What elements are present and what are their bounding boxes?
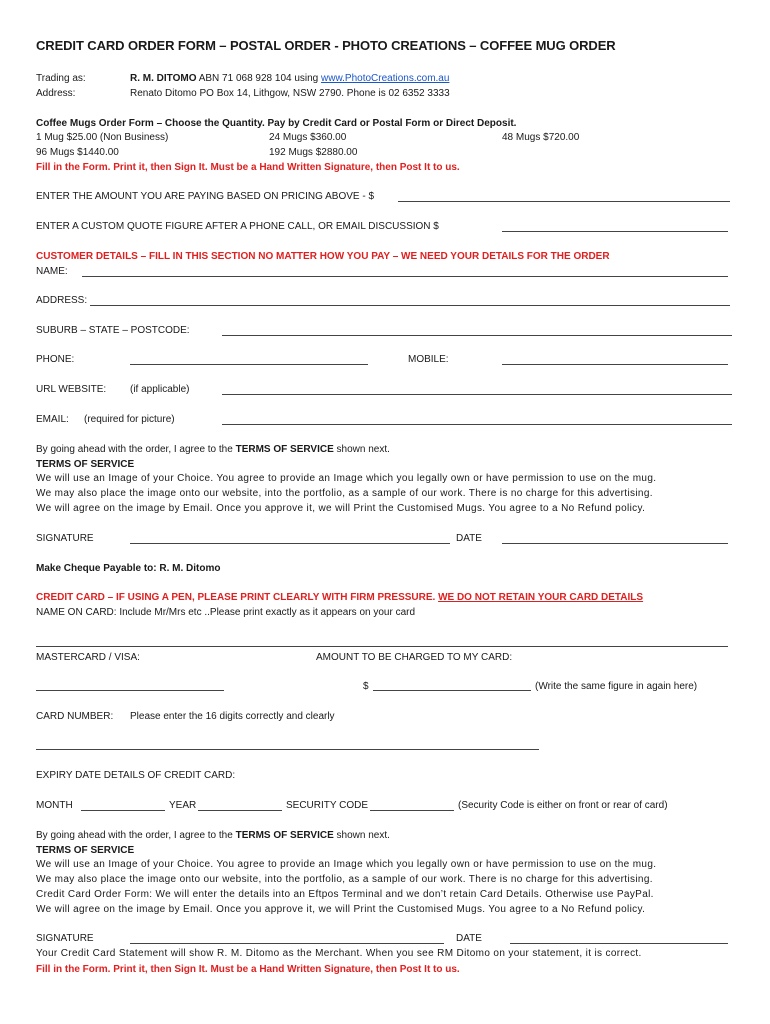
card-not-retained-text: WE DO NOT RETAIN YOUR CARD DETAILS	[438, 592, 644, 603]
terms-1-line-2: We may also place the image onto our website, into the portfolio, as a sample of our work. There is no charge for this advertising.	[36, 488, 653, 499]
terms-2-line-1: We will use an Image of your Choice. You agree to provide an Image which you legally own or have permission to use on the mug.	[36, 859, 657, 870]
mobile-label: MOBILE:	[408, 354, 449, 365]
price-48-mugs: 48 Mugs $720.00	[502, 132, 580, 143]
terms-1-line-1: We will use an Image of your Choice. You agree to provide an Image which you legally own or have permission to use on the mug.	[36, 473, 657, 484]
terms-2-line-2: We may also place the image onto our website, into the portfolio, as a sample of our work. There is no charge for this advertising.	[36, 874, 653, 885]
mobile-field[interactable]	[502, 364, 728, 365]
signature-field-2[interactable]	[130, 943, 444, 944]
year-field[interactable]	[198, 810, 282, 811]
phone-label: PHONE:	[36, 354, 75, 365]
terms-link-text: TERMS OF SERVICE	[235, 444, 334, 455]
card-number-field[interactable]	[36, 749, 539, 750]
signature-field-1[interactable]	[130, 543, 450, 544]
terms-heading-2: TERMS OF SERVICE	[36, 845, 135, 856]
business-name: R. M. DITOMO	[130, 73, 197, 84]
date-field-1[interactable]	[502, 543, 728, 544]
price-192-mugs: 192 Mugs $2880.00	[269, 147, 358, 158]
terms-link-text-2: TERMS OF SERVICE	[235, 830, 334, 841]
name-on-card-field[interactable]	[36, 646, 728, 647]
email-label: EMAIL:	[36, 414, 69, 425]
price-1-mug: 1 Mug $25.00 (Non Business)	[36, 132, 169, 143]
credit-card-heading	[36, 591, 643, 604]
card-number-label: CARD NUMBER:	[36, 711, 114, 722]
cheque-payable: Make Cheque Payable to: R. M. Ditomo	[36, 563, 221, 574]
month-label: MONTH	[36, 800, 73, 811]
dollar-sign: $	[363, 681, 369, 692]
amount-charged-field[interactable]	[373, 690, 531, 691]
card-heading-text: CREDIT CARD – IF USING A PEN, PLEASE PRINT CLEARLY WITH FIRM PRESSURE.	[36, 592, 439, 603]
website-link[interactable]: www.PhotoCreations.com.au	[321, 73, 450, 84]
url-field[interactable]	[222, 394, 732, 395]
security-code-note: (Security Code is either on front or rear of card)	[458, 800, 668, 811]
write-same-note: (Write the same figure in again here)	[535, 681, 698, 692]
email-field[interactable]	[222, 424, 732, 425]
pricing-heading: Coffee Mugs Order Form – Choose the Quantity. Pay by Credit Card or Postal Form or Direct Deposit.	[36, 118, 517, 129]
month-field[interactable]	[81, 810, 165, 811]
name-field[interactable]	[82, 276, 728, 277]
agree-terms-2	[36, 829, 390, 842]
date-label-2: DATE	[456, 933, 482, 944]
expiry-label: EXPIRY DATE DETAILS OF CREDIT CARD:	[36, 770, 236, 781]
quote-field[interactable]	[502, 231, 728, 232]
name-label: NAME:	[36, 266, 68, 277]
statement-note: Your Credit Card Statement will show R. M. Ditomo as the Merchant. When you see RM Ditomo on your statement, it is correct.	[36, 948, 642, 959]
security-code-label: SECURITY CODE	[286, 800, 369, 811]
date-field-2[interactable]	[510, 943, 728, 944]
url-note: (if applicable)	[130, 384, 190, 395]
terms-2-line-4: We will agree on the image by Email. Once you approve it, we will Print the Customised Mugs. You agree to a No Refund policy.	[36, 904, 646, 915]
security-code-field[interactable]	[370, 810, 454, 811]
year-label: YEAR	[169, 800, 197, 811]
amount-label: ENTER THE AMOUNT YOU ARE PAYING BASED ON PRICING ABOVE - $	[36, 191, 375, 202]
terms-heading-1: TERMS OF SERVICE	[36, 459, 135, 470]
url-label: URL WEBSITE:	[36, 384, 107, 395]
amount-field[interactable]	[398, 201, 730, 202]
price-96-mugs: 96 Mugs $1440.00	[36, 147, 119, 158]
address-value: Renato Ditomo PO Box 14, Lithgow, NSW 2790. Phone is 02 6352 3333	[130, 88, 450, 99]
amount-charged-label: AMOUNT TO BE CHARGED TO MY CARD:	[316, 652, 513, 663]
address-label: Address:	[36, 88, 76, 99]
card-type-label: MASTERCARD / VISA:	[36, 652, 140, 663]
address-field-label: ADDRESS:	[36, 295, 88, 306]
address-field[interactable]	[90, 305, 730, 306]
card-number-note: Please enter the 16 digits correctly and clearly	[130, 711, 335, 722]
agree-terms-1	[36, 443, 390, 456]
card-type-field[interactable]	[36, 690, 224, 691]
page-title: CREDIT CARD ORDER FORM – POSTAL ORDER - PHOTO CREATIONS – COFFEE MUG ORDER	[36, 38, 616, 53]
trading-label: Trading as:	[36, 73, 86, 84]
email-note: (required for picture)	[84, 414, 175, 425]
fill-in-instruction: Fill in the Form. Print it, then Sign It. Must be a Hand Written Signature, then Post It to us.	[36, 162, 460, 173]
abn-text: ABN 71 068 928 104 using	[196, 73, 322, 84]
customer-heading: CUSTOMER DETAILS – FILL IN THIS SECTION NO MATTER HOW YOU PAY – WE NEED YOUR DETAILS FOR THE ORDER	[36, 251, 610, 262]
terms-1-line-3: We will agree on the image by Email. Once you approve it, we will Print the Customised Mugs. You agree to a No Refund policy.	[36, 503, 646, 514]
name-on-card-label: NAME ON CARD: Include Mr/Mrs etc ..Please print exactly as it appears on your card	[36, 607, 416, 618]
agree-text: By going ahead with the order, I agree to the	[36, 444, 236, 455]
agree-text-end-2: shown next.	[333, 830, 390, 841]
agree-text-2: By going ahead with the order, I agree to the	[36, 830, 236, 841]
date-label-1: DATE	[456, 533, 482, 544]
suburb-label: SUBURB – STATE – POSTCODE:	[36, 325, 190, 336]
quote-label: ENTER A CUSTOM QUOTE FIGURE AFTER A PHONE CALL, OR EMAIL DISCUSSION $	[36, 221, 439, 232]
signature-label-1: SIGNATURE	[36, 533, 94, 544]
suburb-field[interactable]	[222, 335, 732, 336]
terms-2-line-3: Credit Card Order Form: We will enter the details into an Eftpos Terminal and we don’t retain Card Details. Otherwise use PayPal.	[36, 889, 654, 900]
signature-label-2: SIGNATURE	[36, 933, 94, 944]
agree-text-end: shown next.	[333, 444, 390, 455]
price-24-mugs: 24 Mugs $360.00	[269, 132, 347, 143]
trading-value	[130, 72, 449, 85]
fill-in-instruction-2: Fill in the Form. Print it, then Sign It. Must be a Hand Written Signature, then Post It to us.	[36, 964, 460, 975]
phone-field[interactable]	[130, 364, 368, 365]
